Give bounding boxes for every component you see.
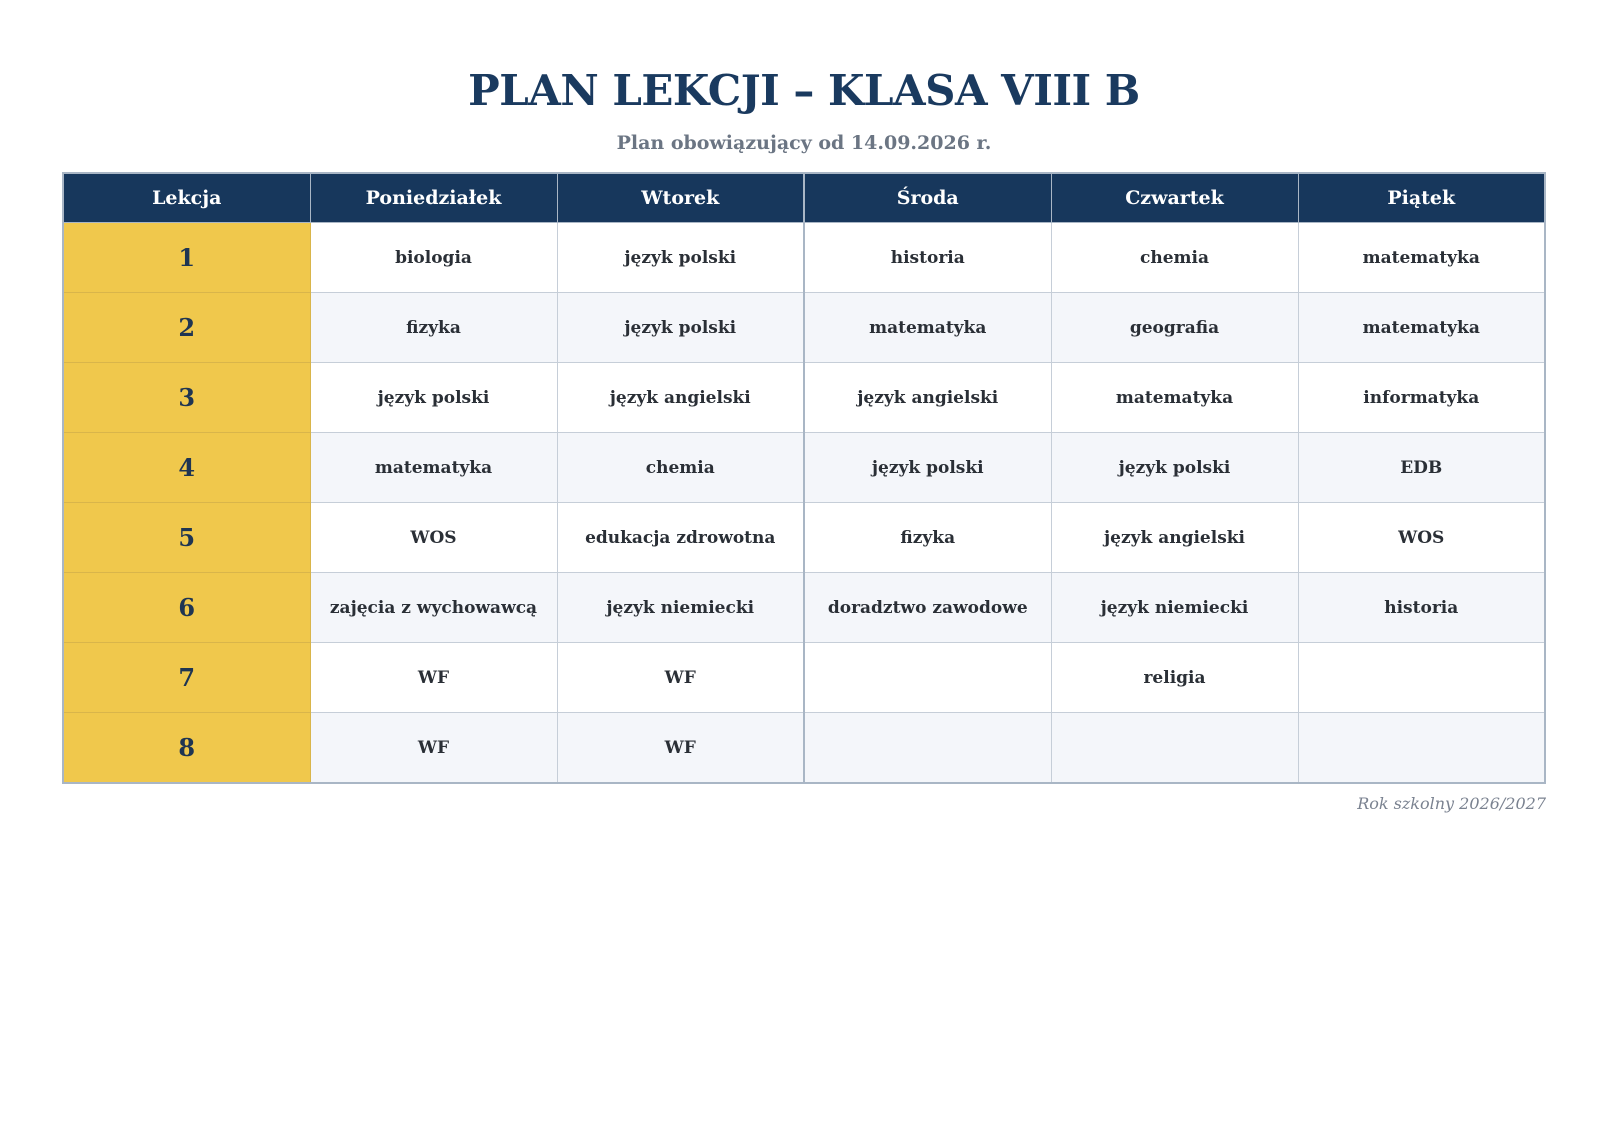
table-header — [63, 173, 1545, 223]
friday-subject — [1298, 713, 1545, 784]
friday-subject: matematyka — [1298, 293, 1545, 363]
header-row — [63, 173, 1545, 223]
page-subtitle: Plan obowiązujący od 14.09.2026 r. — [616, 132, 992, 154]
table-row — [63, 293, 1545, 363]
friday-subject: EDB — [1298, 433, 1545, 503]
friday-subject: WOS — [1298, 503, 1545, 573]
header-monday: Poniedziałek — [310, 173, 557, 223]
table-row — [63, 223, 1545, 293]
monday-subject: WF — [310, 643, 557, 713]
table-row — [63, 433, 1545, 503]
lesson-number: 4 — [63, 433, 310, 503]
table-row — [63, 363, 1545, 433]
table-row — [63, 503, 1545, 573]
tuesday-subject: WF — [557, 643, 804, 713]
header-wednesday: Środa — [804, 173, 1051, 223]
thursday-subject: matematyka — [1051, 363, 1298, 433]
monday-subject: matematyka — [310, 433, 557, 503]
wednesday-subject: matematyka — [804, 293, 1051, 363]
schedule-page — [62, 0, 1546, 813]
school-year-footer: Rok szkolny 2026/2027 — [1357, 794, 1546, 813]
wednesday-subject: fizyka — [804, 503, 1051, 573]
header-thursday: Czwartek — [1051, 173, 1298, 223]
friday-subject: historia — [1298, 573, 1545, 643]
lesson-number: 6 — [63, 573, 310, 643]
wednesday-subject: język polski — [804, 433, 1051, 503]
friday-subject: matematyka — [1298, 223, 1545, 293]
tuesday-subject: edukacja zdrowotna — [557, 503, 804, 573]
table-row — [63, 573, 1545, 643]
thursday-subject: chemia — [1051, 223, 1298, 293]
lesson-number: 3 — [63, 363, 310, 433]
thursday-subject: język angielski — [1051, 503, 1298, 573]
tuesday-subject: chemia — [557, 433, 804, 503]
thursday-subject: geografia — [1051, 293, 1298, 363]
header-friday: Piątek — [1298, 173, 1545, 223]
wednesday-subject: język angielski — [804, 363, 1051, 433]
tuesday-subject: język polski — [557, 223, 804, 293]
lesson-number: 7 — [63, 643, 310, 713]
monday-subject: WOS — [310, 503, 557, 573]
friday-subject: informatyka — [1298, 363, 1545, 433]
tuesday-subject: język niemiecki — [557, 573, 804, 643]
wednesday-subject: doradztwo zawodowe — [804, 573, 1051, 643]
wednesday-subject — [804, 643, 1051, 713]
lesson-number: 2 — [63, 293, 310, 363]
lesson-number: 5 — [63, 503, 310, 573]
thursday-subject — [1051, 713, 1298, 784]
friday-subject — [1298, 643, 1545, 713]
lesson-schedule-table — [62, 172, 1546, 784]
tuesday-subject: język angielski — [557, 363, 804, 433]
monday-subject: język polski — [310, 363, 557, 433]
thursday-subject: język niemiecki — [1051, 573, 1298, 643]
wednesday-subject — [804, 713, 1051, 784]
lesson-number: 1 — [63, 223, 310, 293]
thursday-subject: religia — [1051, 643, 1298, 713]
monday-subject: biologia — [310, 223, 557, 293]
wednesday-subject: historia — [804, 223, 1051, 293]
monday-subject: zajęcia z wychowawcą — [310, 573, 557, 643]
table-row — [63, 643, 1545, 713]
header-tuesday: Wtorek — [557, 173, 804, 223]
header-lesson: Lekcja — [63, 173, 310, 223]
tuesday-subject: WF — [557, 713, 804, 784]
monday-subject: WF — [310, 713, 557, 784]
page-title: PLAN LEKCJI – KLASA VIII B — [468, 66, 1140, 115]
lesson-number: 8 — [63, 713, 310, 784]
thursday-subject: język polski — [1051, 433, 1298, 503]
monday-subject: fizyka — [310, 293, 557, 363]
tuesday-subject: język polski — [557, 293, 804, 363]
table-body — [63, 223, 1545, 784]
table-row — [63, 713, 1545, 784]
